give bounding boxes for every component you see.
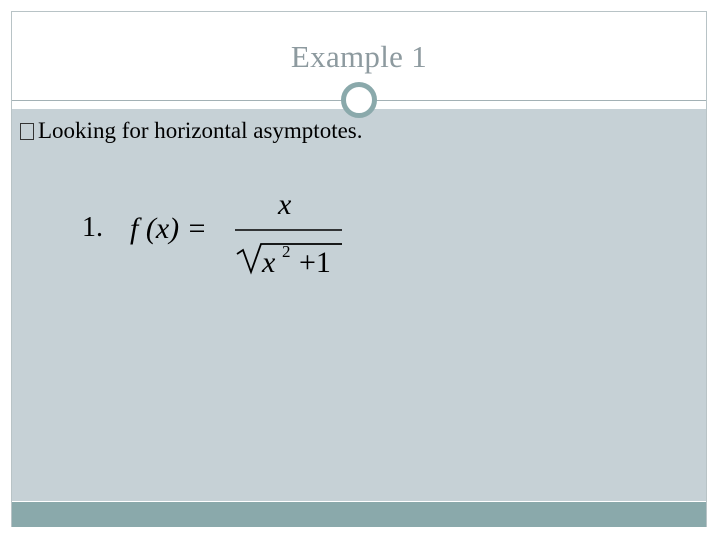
formula-denominator-tail: +1	[299, 246, 331, 279]
formula-numerator: x	[278, 188, 292, 221]
slide-title: Example 1	[290, 39, 428, 74]
bullet-text: Looking for horizontal asymptotes.	[38, 118, 363, 143]
formula	[80, 188, 380, 288]
circle-ornament-icon	[341, 82, 377, 118]
content-area	[12, 109, 706, 501]
formula-lhs: f (x) =	[130, 212, 207, 245]
formula-number: 1.	[82, 212, 103, 243]
formula-exponent: 2	[282, 242, 291, 261]
footer-band	[12, 502, 706, 527]
bullet-square-icon	[20, 123, 34, 140]
bullet-item	[20, 118, 363, 144]
formula-denominator-base: x	[262, 246, 276, 279]
